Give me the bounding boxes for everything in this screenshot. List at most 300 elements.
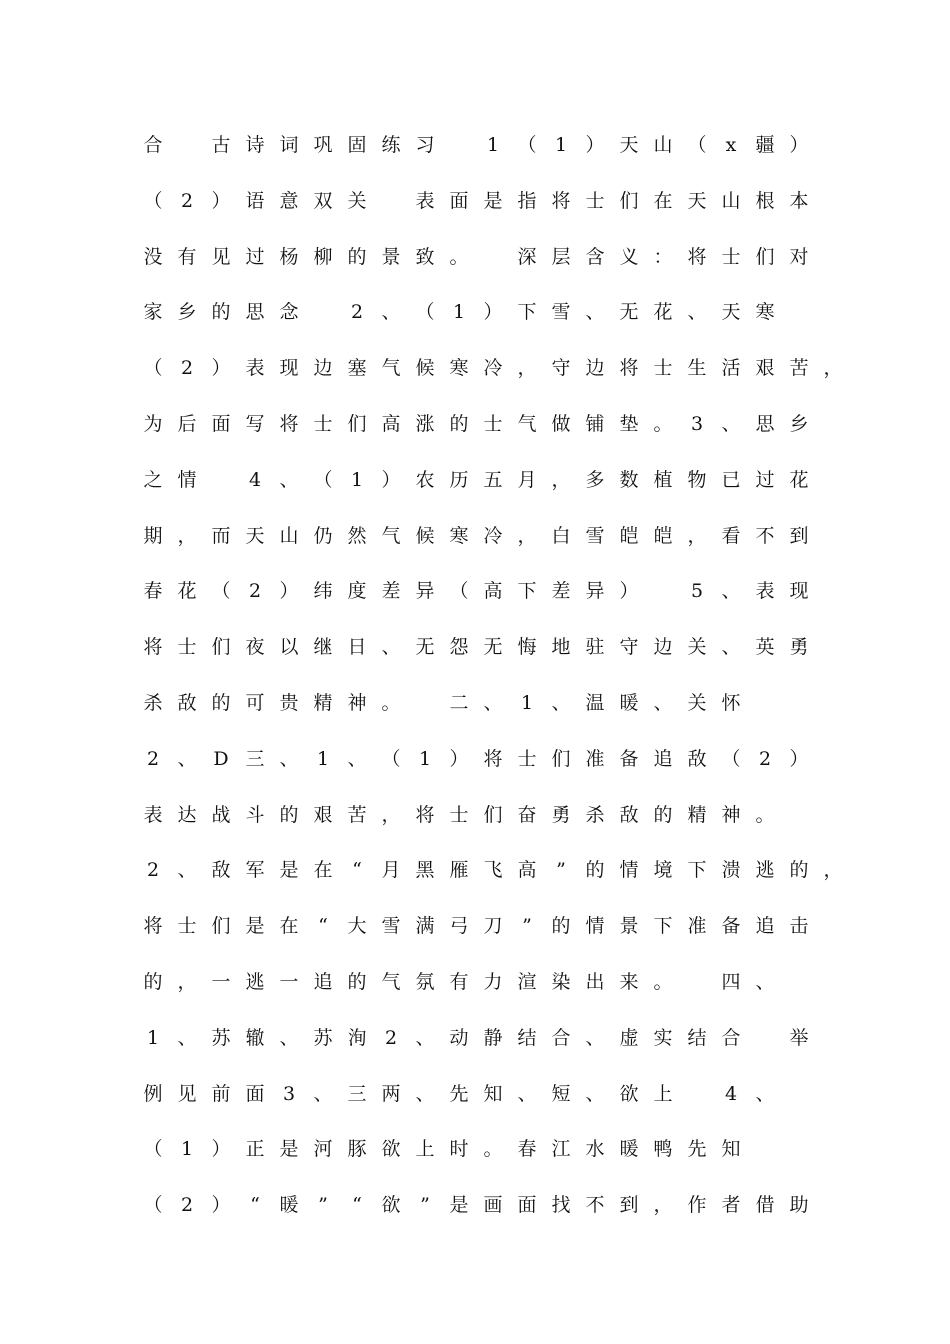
- text-glyph: 洵: [347, 1026, 367, 1049]
- text-glyph: 、: [755, 1082, 775, 1105]
- text-glyph: ）: [789, 134, 809, 156]
- text-glyph: 、: [381, 301, 401, 324]
- text-glyph: 苏: [211, 1026, 231, 1049]
- text-glyph: 层: [551, 245, 571, 268]
- text-line: [0, 967, 950, 997]
- text-glyph: 将: [279, 413, 299, 435]
- text-glyph: 面: [245, 1082, 265, 1105]
- text-glyph: 杨: [279, 245, 299, 268]
- text-glyph: 将: [551, 189, 571, 212]
- text-glyph: “: [318, 915, 328, 938]
- text-glyph: 、: [381, 636, 401, 659]
- text-glyph: ”: [420, 1194, 430, 1217]
- text-glyph: ）: [483, 301, 503, 324]
- text-glyph: 到: [619, 1194, 639, 1217]
- text-glyph: ）: [211, 357, 231, 380]
- text-glyph: 是: [483, 189, 503, 212]
- text-glyph: 敌: [177, 692, 197, 714]
- text-glyph: ，: [517, 524, 537, 547]
- text-glyph: 弓: [449, 915, 469, 938]
- text-glyph: 生: [687, 357, 707, 380]
- text-glyph: 2: [384, 1026, 398, 1049]
- text-glyph: ）: [211, 1138, 231, 1161]
- text-glyph: 渲: [517, 971, 537, 993]
- text-glyph: 精: [687, 803, 707, 826]
- text-glyph: 2: [180, 357, 194, 380]
- text-glyph: 敌: [687, 747, 707, 770]
- text-glyph: （: [211, 580, 231, 603]
- text-glyph: （: [517, 134, 537, 156]
- text-glyph: 候: [415, 357, 435, 380]
- text-glyph: 逃: [245, 971, 265, 993]
- text-glyph: 、: [415, 1026, 435, 1049]
- text-glyph: 天: [619, 134, 639, 156]
- text-glyph: 追: [313, 971, 333, 993]
- text-glyph: 3: [690, 413, 704, 435]
- text-glyph: 、: [551, 692, 571, 714]
- text-glyph: 深: [517, 245, 537, 268]
- text-glyph: 为: [143, 413, 163, 435]
- text-line: [0, 186, 950, 216]
- text-glyph: [682, 1079, 712, 1109]
- text-glyph: 义: [619, 245, 639, 268]
- text-glyph: 、: [687, 301, 707, 324]
- text-glyph: 夜: [245, 636, 265, 659]
- text-glyph: 雪: [381, 915, 401, 938]
- text-glyph: 寒: [449, 357, 469, 380]
- text-glyph: [308, 297, 338, 327]
- text-glyph: 苦: [789, 357, 809, 380]
- text-glyph: 、: [755, 971, 775, 993]
- text-glyph: 助: [789, 1194, 809, 1217]
- text-glyph: 1: [452, 301, 466, 324]
- text-glyph: 雁: [449, 859, 469, 882]
- text-glyph: 的: [279, 803, 299, 826]
- text-glyph: 斗: [245, 803, 265, 826]
- text-glyph: 例: [143, 1082, 163, 1105]
- text-glyph: 士: [177, 915, 197, 938]
- text-glyph: 在: [279, 915, 299, 938]
- text-glyph: 画: [483, 1194, 503, 1217]
- text-glyph: 1: [418, 747, 432, 770]
- text-glyph: ）: [211, 189, 231, 212]
- text-glyph: 可: [245, 692, 265, 714]
- text-line: [0, 465, 950, 495]
- text-glyph: ，: [381, 803, 401, 826]
- text-glyph: （: [415, 301, 435, 324]
- text-glyph: 杀: [585, 803, 605, 826]
- text-glyph: 守: [619, 636, 639, 659]
- text-glyph: 下: [517, 301, 537, 324]
- text-glyph: 结: [517, 1026, 537, 1049]
- text-glyph: 皑: [619, 524, 639, 547]
- text-glyph: 暖: [619, 692, 639, 714]
- text-glyph: 见: [177, 1082, 197, 1105]
- text-glyph: 关: [687, 692, 707, 714]
- text-glyph: 们: [347, 413, 367, 435]
- text-glyph: 对: [789, 245, 809, 268]
- text-glyph: 上: [415, 1138, 435, 1161]
- text-glyph: 是: [449, 1194, 469, 1217]
- text-glyph: 情: [585, 915, 605, 938]
- text-glyph: 大: [347, 915, 367, 938]
- text-glyph: 豚: [347, 1138, 367, 1161]
- text-glyph: 过: [245, 245, 265, 268]
- text-glyph: 1: [486, 134, 500, 156]
- text-glyph: 士: [721, 245, 741, 268]
- text-glyph: 含: [585, 245, 605, 268]
- text-glyph: 度: [347, 580, 367, 603]
- text-glyph: 神: [721, 803, 741, 826]
- text-glyph: 月: [381, 859, 401, 882]
- text-glyph: 二: [449, 692, 469, 714]
- text-line: [0, 130, 950, 160]
- text-glyph: 满: [415, 915, 435, 938]
- text-glyph: 、: [517, 1082, 537, 1105]
- text-glyph: 、: [721, 636, 741, 659]
- text-glyph: 思: [245, 301, 265, 324]
- text-glyph: 知: [721, 1138, 741, 1161]
- text-glyph: 。: [483, 1138, 503, 1161]
- text-glyph: 家: [143, 301, 163, 324]
- text-glyph: 神: [347, 692, 367, 714]
- text-glyph: 准: [585, 747, 605, 770]
- text-glyph: 气: [517, 413, 537, 435]
- text-glyph: 双: [313, 189, 333, 212]
- text-glyph: 边: [585, 357, 605, 380]
- text-glyph: 。: [653, 971, 673, 993]
- text-glyph: 作: [687, 1194, 707, 1217]
- text-glyph: 境: [653, 859, 673, 882]
- text-glyph: 溃: [721, 859, 741, 882]
- text-glyph: （: [721, 747, 741, 770]
- text-glyph: 写: [245, 413, 265, 435]
- text-line: [0, 1190, 950, 1220]
- text-glyph: [648, 576, 678, 606]
- text-glyph: 见: [211, 245, 231, 268]
- text-glyph: 花: [177, 580, 197, 603]
- text-glyph: 三: [245, 747, 265, 770]
- text-glyph: 仍: [313, 524, 333, 547]
- text-glyph: 1: [316, 747, 330, 770]
- text-glyph: ，: [177, 524, 197, 547]
- text-glyph: 实: [653, 1026, 673, 1049]
- text-glyph: 语: [245, 189, 265, 212]
- text-glyph: 过: [755, 468, 775, 491]
- text-glyph: 的: [347, 971, 367, 993]
- text-glyph: 多: [585, 468, 605, 491]
- text-glyph: 冷: [483, 357, 503, 380]
- text-glyph: 2: [180, 1194, 194, 1217]
- text-glyph: 铺: [585, 413, 605, 435]
- text-glyph: 、: [279, 747, 299, 770]
- text-glyph: 以: [279, 636, 299, 659]
- text-glyph: [444, 130, 474, 160]
- text-glyph: 情: [177, 468, 197, 491]
- text-glyph: ）: [789, 747, 809, 770]
- text-glyph: 、: [177, 859, 197, 882]
- text-glyph: 数: [619, 468, 639, 491]
- text-glyph: 、: [721, 580, 741, 603]
- text-glyph: 力: [483, 971, 503, 993]
- text-glyph: 英: [755, 636, 775, 659]
- text-glyph: 者: [721, 1194, 741, 1217]
- text-glyph: 下: [653, 915, 673, 938]
- text-glyph: 差: [381, 580, 401, 603]
- text-glyph: 的: [789, 859, 809, 882]
- text-glyph: 、: [483, 692, 503, 714]
- text-glyph: 情: [619, 859, 639, 882]
- text-glyph: 、: [177, 747, 197, 770]
- text-glyph: 敌: [619, 803, 639, 826]
- text-glyph: 诗: [245, 134, 265, 156]
- text-glyph: 涨: [415, 413, 435, 435]
- text-glyph: 借: [755, 1194, 775, 1217]
- text-glyph: 合: [143, 134, 163, 156]
- text-glyph: （: [143, 1138, 163, 1161]
- text-glyph: 2: [146, 747, 160, 770]
- text-glyph: 关: [347, 189, 367, 212]
- text-glyph: 敌: [211, 859, 231, 882]
- text-glyph: “: [352, 1194, 362, 1217]
- text-glyph: 辙: [245, 1026, 265, 1049]
- text-glyph: 植: [653, 468, 673, 491]
- text-glyph: 无: [415, 636, 435, 659]
- text-glyph: 将: [687, 245, 707, 268]
- text-glyph: 纬: [313, 580, 333, 603]
- text-glyph: 表: [143, 803, 163, 826]
- text-glyph: （: [143, 357, 163, 380]
- text-glyph: 备: [721, 915, 741, 938]
- text-glyph: 活: [721, 357, 741, 380]
- text-glyph: 皑: [653, 524, 673, 547]
- text-glyph: 面: [449, 189, 469, 212]
- text-glyph: 飞: [483, 859, 503, 882]
- text-glyph: 1: [520, 692, 534, 714]
- text-glyph: 先: [687, 1138, 707, 1161]
- text-glyph: 将: [143, 915, 163, 938]
- text-glyph: 现: [279, 357, 299, 380]
- text-glyph: 水: [585, 1138, 605, 1161]
- text-glyph: 景: [619, 915, 639, 938]
- text-glyph: x: [725, 134, 737, 156]
- text-glyph: 差: [551, 580, 571, 603]
- text-glyph: 寒: [449, 524, 469, 547]
- text-glyph: 巩: [313, 134, 333, 156]
- text-glyph: 1: [180, 1138, 194, 1161]
- text-line: [0, 744, 950, 774]
- text-glyph: 暖: [279, 1194, 299, 1217]
- text-glyph: 合: [551, 1026, 571, 1049]
- text-line: [0, 242, 950, 272]
- text-glyph: 苏: [313, 1026, 333, 1049]
- text-glyph: 鸭: [653, 1138, 673, 1161]
- text-glyph: 花: [653, 301, 673, 324]
- text-glyph: 到: [789, 524, 809, 547]
- text-glyph: 三: [347, 1082, 367, 1105]
- text-glyph: 是: [279, 859, 299, 882]
- text-glyph: 物: [687, 468, 707, 491]
- text-glyph: [206, 465, 236, 495]
- text-line: [0, 297, 950, 327]
- text-glyph: 2: [180, 189, 194, 212]
- text-glyph: 时: [449, 1138, 469, 1161]
- text-glyph: 乡: [789, 413, 809, 435]
- text-glyph: 们: [755, 245, 775, 268]
- text-glyph: 战: [211, 803, 231, 826]
- text-glyph: 柳: [313, 245, 333, 268]
- text-glyph: 士: [483, 413, 503, 435]
- text-glyph: 边: [653, 636, 673, 659]
- text-glyph: 疆: [755, 134, 775, 156]
- text-glyph: 氛: [415, 971, 435, 993]
- text-glyph: ）: [279, 580, 299, 603]
- text-glyph: [478, 242, 508, 272]
- text-line: [0, 855, 950, 885]
- text-glyph: 高: [517, 859, 537, 882]
- text-glyph: 前: [211, 1082, 231, 1105]
- text-glyph: （: [143, 189, 163, 212]
- text-glyph: 追: [653, 747, 673, 770]
- text-glyph: 一: [211, 971, 231, 993]
- text-glyph: 、: [585, 301, 605, 324]
- text-glyph: [682, 967, 712, 997]
- text-glyph: 继: [313, 636, 333, 659]
- text-glyph: 致: [415, 245, 435, 268]
- text-glyph: 江: [551, 1138, 571, 1161]
- text-glyph: 练: [381, 134, 401, 156]
- text-glyph: 的: [143, 971, 163, 993]
- text-glyph: 士: [177, 636, 197, 659]
- text-glyph: 是: [245, 915, 265, 938]
- text-glyph: 乡: [177, 301, 197, 324]
- text-glyph: ”: [522, 915, 532, 938]
- text-glyph: 的: [211, 692, 231, 714]
- text-glyph: 暖: [619, 1138, 639, 1161]
- text-glyph: 精: [313, 692, 333, 714]
- text-glyph: 们: [619, 189, 639, 212]
- text-glyph: 山: [721, 189, 741, 212]
- text-glyph: 短: [551, 1082, 571, 1105]
- text-glyph: 、: [721, 413, 741, 435]
- text-glyph: [410, 688, 440, 718]
- text-glyph: 欲: [381, 1138, 401, 1161]
- text-glyph: 。: [755, 803, 775, 826]
- text-glyph: 两: [381, 1082, 401, 1105]
- text-glyph: ）: [449, 747, 469, 770]
- text-glyph: 异: [585, 580, 605, 603]
- text-glyph: 是: [279, 1138, 299, 1161]
- text-glyph: ，: [823, 357, 843, 380]
- text-glyph: 、: [313, 1082, 333, 1105]
- text-glyph: 思: [755, 413, 775, 435]
- text-glyph: ，: [177, 971, 197, 993]
- text-glyph: 气: [381, 357, 401, 380]
- text-glyph: 在: [313, 859, 333, 882]
- text-glyph: 贵: [279, 692, 299, 714]
- text-glyph: “: [250, 1194, 260, 1217]
- text-glyph: 2: [758, 747, 772, 770]
- text-line: [0, 632, 950, 662]
- text-glyph: 四: [721, 971, 741, 993]
- text-line: [0, 521, 950, 551]
- text-glyph: 无: [483, 636, 503, 659]
- text-glyph: ）: [211, 1194, 231, 1217]
- text-glyph: 面: [517, 1194, 537, 1217]
- text-glyph: 寒: [755, 301, 775, 324]
- text-glyph: ）: [619, 580, 639, 603]
- text-glyph: 结: [687, 1026, 707, 1049]
- text-glyph: 关: [687, 636, 707, 659]
- text-glyph: ，: [687, 524, 707, 547]
- text-glyph: 勇: [789, 636, 809, 659]
- text-glyph: 异: [415, 580, 435, 603]
- text-glyph: 有: [449, 971, 469, 993]
- text-glyph: 已: [721, 468, 741, 491]
- text-glyph: 的: [653, 803, 673, 826]
- text-glyph: 达: [177, 803, 197, 826]
- text-glyph: 勇: [551, 803, 571, 826]
- text-glyph: 来: [619, 971, 639, 993]
- text-glyph: 的: [585, 859, 605, 882]
- text-glyph: 士: [449, 803, 469, 826]
- text-glyph: 艰: [755, 357, 775, 380]
- text-glyph: 古: [211, 134, 231, 156]
- text-glyph: 出: [585, 971, 605, 993]
- text-glyph: 不: [585, 1194, 605, 1217]
- text-glyph: 驻: [585, 636, 605, 659]
- text-glyph: [172, 130, 202, 160]
- text-line: [0, 576, 950, 606]
- text-glyph: 的: [211, 301, 231, 324]
- text-glyph: 念: [279, 301, 299, 324]
- text-glyph: ，: [653, 1194, 673, 1217]
- text-glyph: 做: [551, 413, 571, 435]
- text-glyph: 士: [517, 747, 537, 770]
- text-glyph: 面: [211, 413, 231, 435]
- text-glyph: 历: [449, 468, 469, 491]
- text-glyph: 准: [687, 915, 707, 938]
- text-glyph: 4: [248, 468, 262, 491]
- text-glyph: 边: [313, 357, 333, 380]
- text-glyph: 垫: [619, 413, 639, 435]
- text-glyph: ）: [381, 468, 401, 491]
- text-glyph: 士: [653, 357, 673, 380]
- text-glyph: 将: [483, 747, 503, 770]
- text-glyph: 、: [347, 747, 367, 770]
- text-glyph: 们: [211, 915, 231, 938]
- text-glyph: 的: [449, 413, 469, 435]
- text-glyph: 、: [415, 1082, 435, 1105]
- text-glyph: 守: [551, 357, 571, 380]
- text-glyph: 习: [415, 134, 435, 156]
- text-glyph: 们: [551, 747, 571, 770]
- text-glyph: 追: [755, 915, 775, 938]
- text-glyph: 无: [619, 301, 639, 324]
- text-glyph: 月: [517, 468, 537, 491]
- text-glyph: 而: [211, 524, 231, 547]
- text-glyph: 根: [755, 189, 775, 212]
- text-glyph: 染: [551, 971, 571, 993]
- text-glyph: 1: [350, 468, 364, 491]
- text-glyph: 、: [279, 1026, 299, 1049]
- text-glyph: 天: [721, 301, 741, 324]
- text-glyph: 现: [789, 580, 809, 603]
- text-line: [0, 1079, 950, 1109]
- text-glyph: ，: [551, 468, 571, 491]
- text-glyph: 候: [415, 524, 435, 547]
- text-glyph: 景: [381, 245, 401, 268]
